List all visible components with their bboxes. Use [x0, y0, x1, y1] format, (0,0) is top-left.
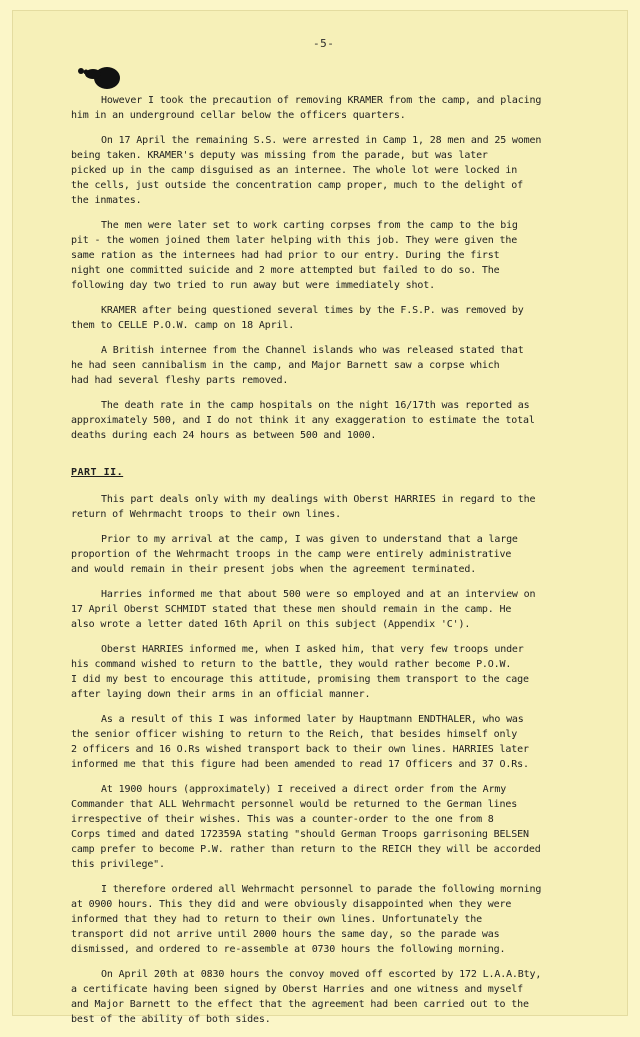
- text-line: 17 April Oberst SCHMIDT stated that these men should remain in the camp. He: [71, 604, 512, 615]
- text-line: at 0900 hours. This they did and were obviously disappointed when they were: [71, 899, 512, 910]
- text-line: approximately 500, and I do not think it any exaggeration to estimate the total: [71, 415, 535, 426]
- text-line: informed me that this figure had been amended to read 17 Officers and 37 O.Rs.: [71, 759, 529, 770]
- text-line: The men were later set to work carting corpses from the camp to the big: [101, 220, 518, 231]
- text-line: irrespective of their wishes. This was a counter-order to the one from 8: [71, 814, 494, 825]
- text-line: him in an underground cellar below the officers quarters.: [71, 110, 406, 121]
- paragraph: [71, 882, 631, 957]
- page-number: -5-: [313, 37, 335, 50]
- document-body: [71, 93, 631, 1037]
- paragraph: [71, 398, 631, 443]
- paragraph: [71, 782, 631, 872]
- text-line: transport did not arrive until 2000 hours the same day, so the parade was: [71, 929, 500, 940]
- text-line: At 1900 hours (approximately) I received a direct order from the Army: [101, 784, 507, 795]
- ink-blot-icon: [75, 63, 123, 91]
- text-line: I therefore ordered all Wehrmacht personnel to parade the following morning: [101, 884, 542, 895]
- text-line: he had seen cannibalism in the camp, and Major Barnett saw a corpse which: [71, 360, 500, 371]
- text-line: also wrote a letter dated 16th April on this subject (Appendix 'C').: [71, 619, 471, 630]
- text-line: the senior officer wishing to return to the Reich, that besides himself only: [71, 729, 518, 740]
- text-line: informed that they had to return to their own lines. Unfortunately the: [71, 914, 482, 925]
- text-line: picked up in the camp disguised as an internee. The whole lot were locked in: [71, 165, 518, 176]
- text-line: the cells, just outside the concentration camp proper, much to the delight of: [71, 180, 524, 191]
- document-page: [12, 10, 628, 1025]
- paragraph: [71, 587, 631, 632]
- paragraph: [71, 642, 631, 702]
- text-line: same ration as the internees had had prior to our entry. During the first: [71, 250, 500, 261]
- text-line: best of the ability of both sides.: [71, 1014, 271, 1025]
- text-line: Oberst HARRIES informed me, when I asked him, that very few troops under: [101, 644, 524, 655]
- text-line: KRAMER after being questioned several times by the F.S.P. was removed by: [101, 305, 524, 316]
- text-line: this privilege".: [71, 859, 165, 870]
- text-line: proportion of the Wehrmacht troops in the camp were entirely administrative: [71, 549, 512, 560]
- paragraph: [71, 303, 631, 333]
- text-line: deaths during each 24 hours as between 500 and 1000.: [71, 430, 377, 441]
- text-line: following day two tried to run away but were immediately shot.: [71, 280, 435, 291]
- part-two-section: [71, 492, 631, 1027]
- text-line: the inmates.: [71, 195, 142, 206]
- text-line: pit - the women joined them later helping with this job. They were given the: [71, 235, 518, 246]
- text-line: A British internee from the Channel islands who was released stated that: [101, 345, 524, 356]
- paragraph: [71, 218, 631, 293]
- paragraph: [71, 967, 631, 1027]
- paragraph: [71, 133, 631, 208]
- text-line: night one committed suicide and 2 more attempted but failed to do so. The: [71, 265, 500, 276]
- paragraph: [71, 532, 631, 577]
- paragraph: [71, 492, 631, 522]
- text-line: had had several fleshy parts removed.: [71, 375, 289, 386]
- text-line: and would remain in their present jobs when the agreement terminated.: [71, 564, 477, 575]
- text-line: Harries informed me that about 500 were so employed and at an interview on: [101, 589, 536, 600]
- part-one-section: [71, 93, 631, 443]
- text-line: Commander that ALL Wehrmacht personnel would be returned to the German lines: [71, 799, 518, 810]
- text-line: dismissed, and ordered to re-assemble at 0730 hours the following morning.: [71, 944, 506, 955]
- text-line: camp prefer to become P.W. rather than return to the REICH they will be accorded: [71, 844, 541, 855]
- text-line: being taken. KRAMER's deputy was missing from the parade, but was later: [71, 150, 488, 161]
- paragraph: [71, 93, 631, 123]
- text-line: and Major Barnett to the effect that the agreement had been carried out to the: [71, 999, 529, 1010]
- text-line: However I took the precaution of removing KRAMER from the camp, and placing: [101, 95, 542, 106]
- text-line: On April 20th at 0830 hours the convoy moved off escorted by 172 L.A.A.Bty,: [101, 969, 542, 980]
- text-line: This part deals only with my dealings with Oberst HARRIES in regard to the: [101, 494, 536, 505]
- text-line: them to CELLE P.O.W. camp on 18 April.: [71, 320, 295, 331]
- text-line: As a result of this I was informed later by Hauptmann ENDTHALER, who was: [101, 714, 524, 725]
- text-line: after laying down their arms in an official manner.: [71, 689, 371, 700]
- text-line: On 17 April the remaining S.S. were arrested in Camp 1, 28 men and 25 women: [101, 135, 542, 146]
- text-line: 2 officers and 16 O.Rs wished transport back to their own lines. HARRIES later: [71, 744, 529, 755]
- paragraph: [71, 343, 631, 388]
- part-two-heading: PART II.: [71, 467, 124, 478]
- text-line: Prior to my arrival at the camp, I was given to understand that a large: [101, 534, 518, 545]
- text-line: Corps timed and dated 172359A stating "should German Troops garrisoning BELSEN: [71, 829, 529, 840]
- text-line: his command wished to return to the battle, they would rather become P.O.W.: [71, 659, 512, 670]
- text-line: I did my best to encourage this attitude, promising them transport to the cage: [71, 674, 529, 685]
- text-line: return of Wehrmacht troops to their own lines.: [71, 509, 342, 520]
- text-line: a certificate having been signed by Oberst Harries and one witness and myself: [71, 984, 524, 995]
- paragraph: [71, 712, 631, 772]
- text-line: The death rate in the camp hospitals on the night 16/17th was reported as: [101, 400, 530, 411]
